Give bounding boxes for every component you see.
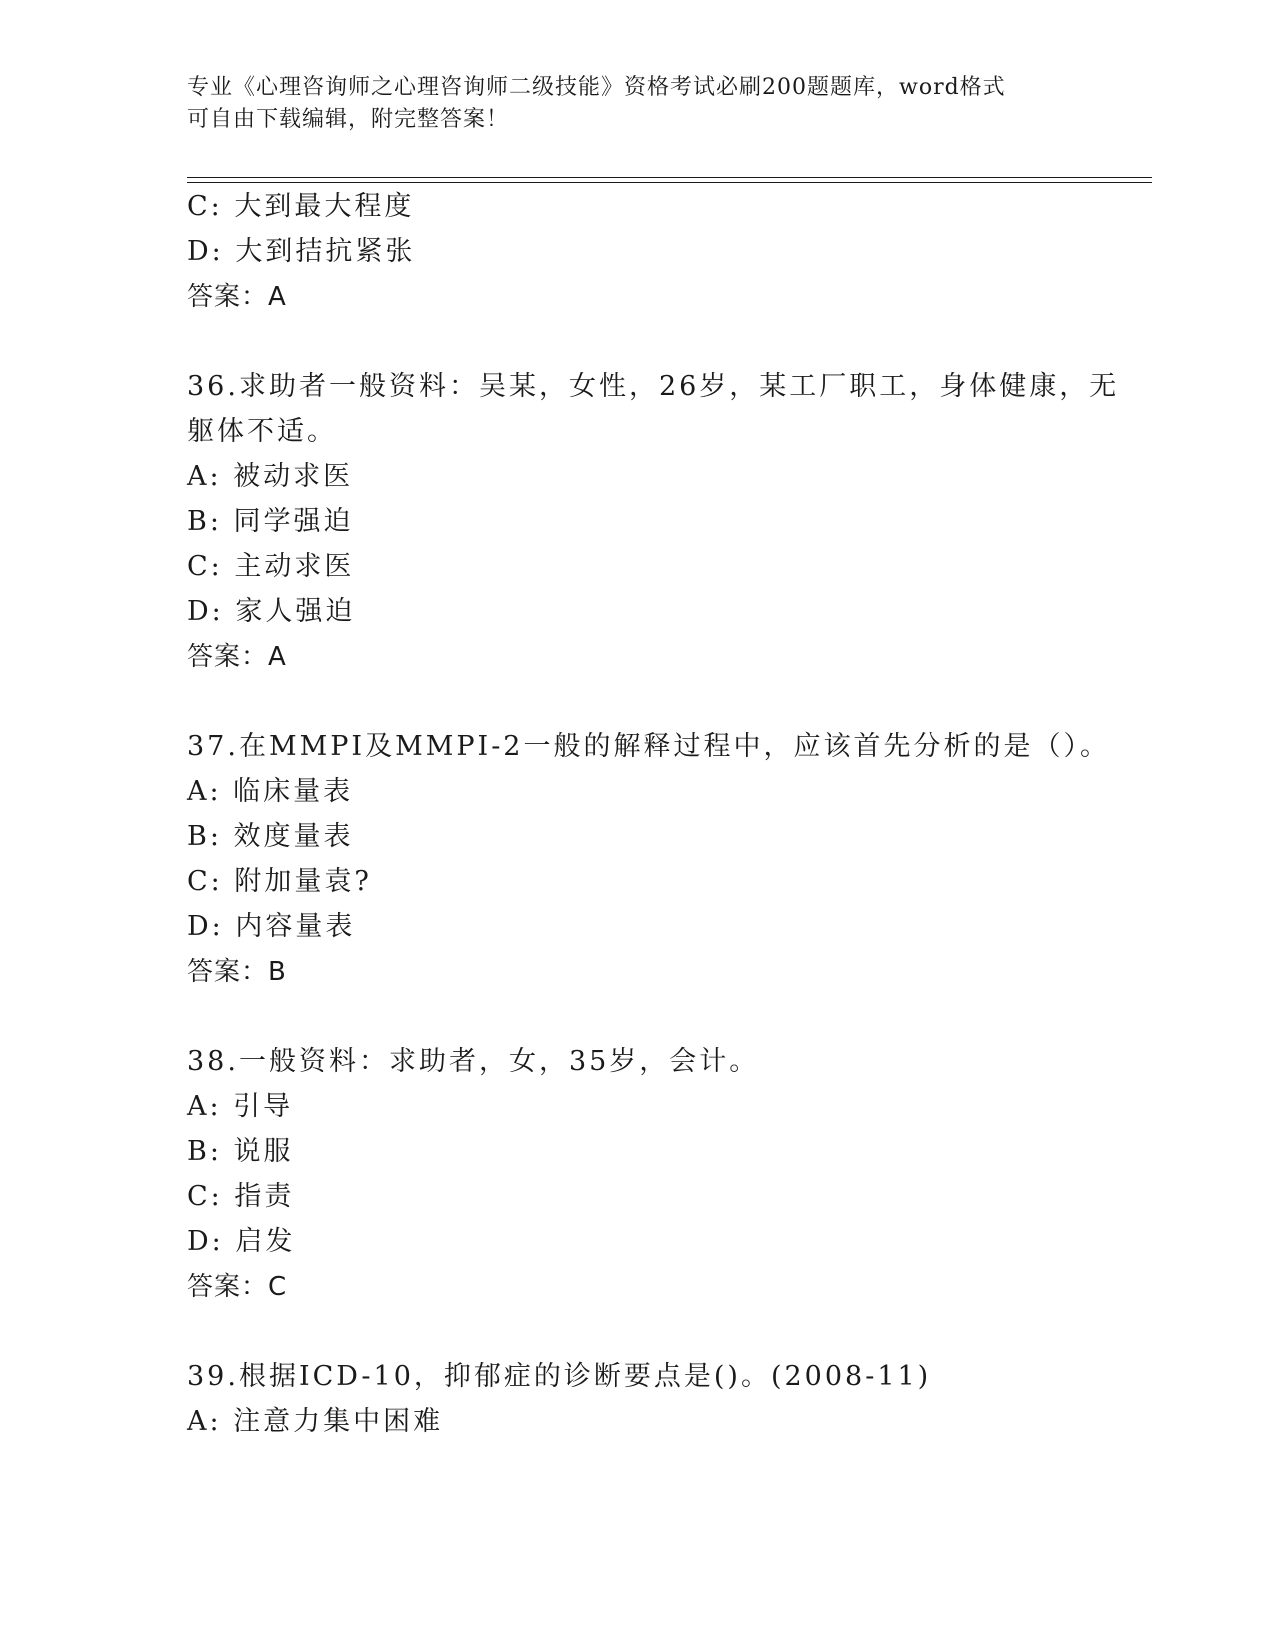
q38-answer: 答案：C	[187, 1272, 288, 1302]
q38-option-d: D: 启发	[187, 1226, 296, 1257]
header-line-2: 可自由下载编辑，附完整答案！	[187, 107, 510, 132]
q36-option-a: A: 被动求医	[187, 461, 354, 492]
q36-option-d: D: 家人强迫	[187, 596, 356, 627]
q37-option-c: C: 附加量袁?	[187, 866, 372, 897]
q38-stem: 38.一般资料：求助者，女，35岁，会计。	[187, 1046, 760, 1077]
q37-stem: 37.在MMPI及MMPI-2一般的解释过程中，应该首先分析的是（）。	[187, 731, 1110, 762]
q36-stem-line-1: 36.求助者一般资料：吴某，女性，26岁，某工厂职工，身体健康，无	[187, 371, 1120, 402]
q37-option-a: A: 临床量表	[187, 776, 354, 807]
q38-option-c: C: 指责	[187, 1181, 295, 1212]
q39-option-a: A: 注意力集中困难	[187, 1406, 444, 1437]
fragment-answer: 答案：A	[187, 282, 287, 312]
header-divider-bottom	[187, 182, 1152, 183]
q37-option-d: D: 内容量表	[187, 911, 356, 942]
q39-stem: 39.根据ICD-10，抑郁症的诊断要点是()。(2008-11)	[187, 1361, 932, 1392]
q36-option-b: B: 同学强迫	[187, 506, 354, 537]
document-header	[187, 72, 1087, 136]
q36-stem-line-2: 躯体不适。	[187, 416, 337, 447]
q37-answer: 答案：B	[187, 957, 287, 987]
q38-option-a: A: 引导	[187, 1091, 294, 1122]
header-divider-top	[187, 177, 1152, 178]
q38-option-b: B: 说服	[187, 1136, 294, 1167]
q36-option-c: C: 主动求医	[187, 551, 355, 582]
q37-option-b: B: 效度量表	[187, 821, 354, 852]
q36-answer: 答案：A	[187, 642, 287, 672]
fragment-option-c: C: 大到最大程度	[187, 191, 415, 222]
header-line-1: 专业《心理咨询师之心理咨询师二级技能》资格考试必刷200题题库，word格式	[187, 75, 1006, 100]
fragment-option-d: D: 大到拮抗紧张	[187, 236, 416, 267]
